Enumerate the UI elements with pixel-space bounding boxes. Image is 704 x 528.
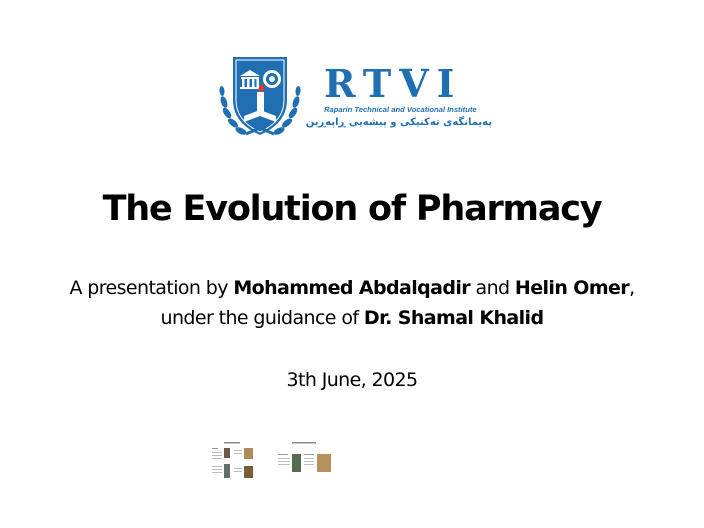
guidance-prefix: under the guidance of: [160, 307, 364, 329]
page-thumbnail-2: [276, 440, 332, 476]
supervisor-name: Dr. Shamal Khalid: [363, 307, 544, 329]
rtvi-emblem-icon: [218, 50, 302, 142]
page-thumbnail-1: [208, 440, 256, 482]
logo-acronym: RTVI: [324, 61, 463, 106]
presentation-date: 3th June, 2025: [286, 369, 418, 391]
logo-english-name: Raparin Technical and Vocational Institute: [324, 105, 477, 114]
logo-kurdish-name: پەیمانگەی تەکنیکی و پیشەیی ڕاپەڕین: [305, 117, 492, 128]
logo-wordmark: [305, 61, 492, 129]
author-1: Mohammed Abdalqadir: [233, 277, 471, 299]
subtitle-prefix: A presentation by: [69, 277, 234, 299]
subtitle-suffix: ,: [629, 277, 635, 299]
institute-logo: [218, 50, 492, 146]
presentation-title: The Evolution of Pharmacy: [102, 189, 602, 229]
subtitle-line-1: [0, 273, 704, 303]
presentation-subtitle: [0, 273, 704, 333]
subtitle-line-2: [0, 303, 704, 333]
author-2: Helin Omer: [514, 277, 630, 299]
subtitle-between: and: [470, 277, 515, 299]
